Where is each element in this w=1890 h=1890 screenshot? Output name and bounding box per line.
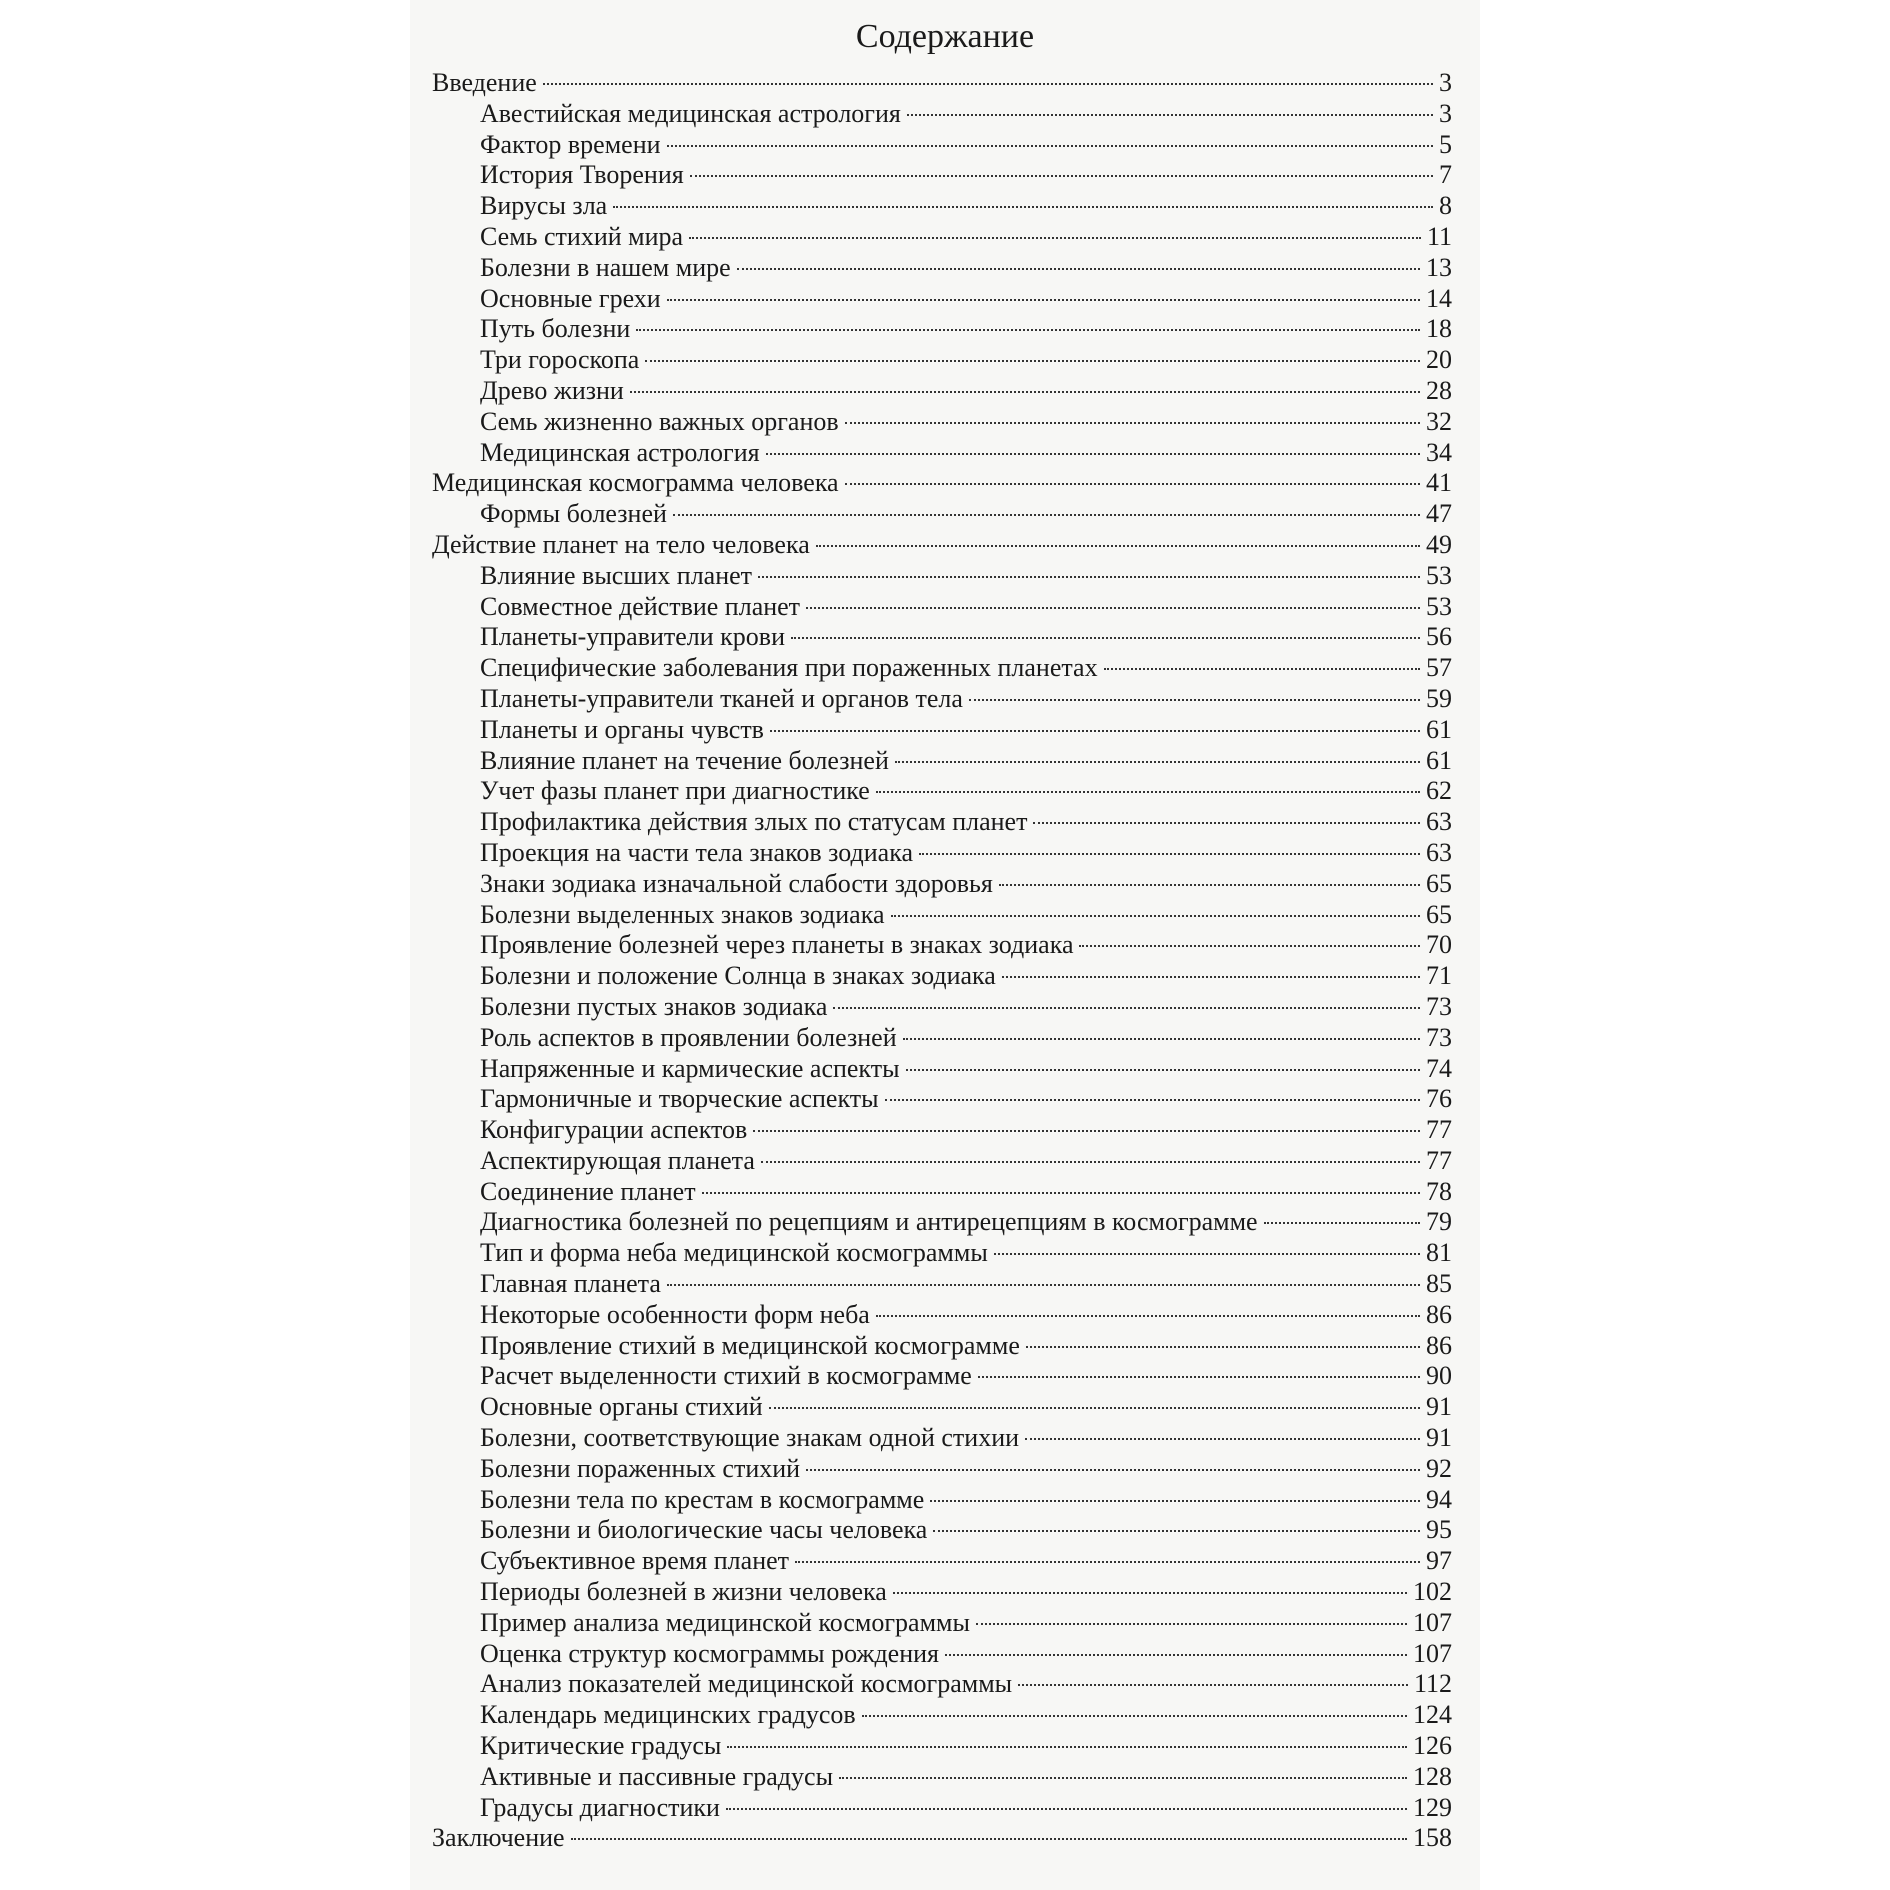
toc-page-number: 28	[1426, 375, 1452, 405]
dot-leader	[969, 699, 1420, 701]
toc-subsection	[432, 222, 1452, 253]
toc-entry-title: Анализ показателей медицинской космограммы	[480, 1669, 1013, 1699]
toc-subsection	[432, 253, 1452, 284]
toc-page-number: 32	[1426, 406, 1452, 436]
toc-page-number: 112	[1413, 1669, 1452, 1699]
dot-leader	[839, 1777, 1407, 1779]
dot-leader	[737, 268, 1420, 270]
toc-subsection	[432, 284, 1452, 315]
toc-subsection	[432, 376, 1452, 407]
toc-subsection	[432, 1731, 1452, 1762]
toc-entry-title: Соединение планет	[480, 1176, 696, 1206]
toc-entry-title: Субъективное время планет	[480, 1546, 790, 1576]
toc-entry-title: Периоды болезней в жизни человека	[480, 1577, 887, 1607]
dot-leader	[906, 1069, 1420, 1071]
toc-page-number: 158	[1413, 1823, 1452, 1853]
toc-subsection	[432, 1146, 1452, 1177]
dot-leader	[1079, 945, 1420, 947]
toc-entry-title: Влияние планет на течение болезней	[480, 745, 889, 775]
toc-page-number: 63	[1426, 837, 1452, 867]
toc-subsection	[432, 1269, 1452, 1300]
toc-entry-title: Критические градусы	[480, 1731, 722, 1761]
toc-page-number: 34	[1426, 437, 1452, 467]
toc-entry-title: Основные грехи	[480, 283, 661, 313]
toc-page-number: 97	[1426, 1546, 1452, 1576]
toc-entry-title: Некоторые особенности форм неба	[480, 1299, 870, 1329]
toc-entry-title: Авестийская медицинская астрология	[480, 98, 901, 128]
dot-leader	[630, 391, 1420, 393]
toc-page-number: 5	[1439, 129, 1452, 159]
toc-page-number: 102	[1413, 1577, 1452, 1607]
toc-page-number: 78	[1426, 1176, 1452, 1206]
dot-leader	[845, 483, 1420, 485]
dot-leader	[753, 1130, 1420, 1132]
toc-page-number: 91	[1426, 1423, 1452, 1453]
toc-entry-title: Роль аспектов в проявлении болезней	[480, 1022, 897, 1052]
dot-leader	[726, 1808, 1407, 1810]
toc-entry-title: Специфические заболевания при пораженных планетах	[480, 653, 1098, 683]
toc-subsection	[432, 130, 1452, 161]
dot-leader	[667, 299, 1420, 301]
toc-subsection	[432, 1546, 1452, 1577]
toc-page-number: 91	[1426, 1392, 1452, 1422]
toc-entry-title: Медицинская космограмма человека	[432, 468, 839, 498]
toc-page-number: 65	[1426, 868, 1452, 898]
dot-leader	[645, 360, 1420, 362]
toc-entry-title: Семь стихий мира	[480, 221, 684, 251]
toc-entry-title: Действие планет на тело человека	[432, 529, 810, 559]
toc-page-number: 71	[1426, 961, 1452, 991]
toc-subsection	[432, 160, 1452, 191]
toc-page-number: 53	[1426, 591, 1452, 621]
dot-leader	[1018, 1684, 1408, 1686]
toc-subsection	[432, 930, 1452, 961]
toc-entry-title: Профилактика действия злых по статусам планет	[480, 807, 1028, 837]
toc-entry-title: Проявление стихий в медицинской космограмме	[480, 1330, 1020, 1360]
toc-subsection	[432, 1485, 1452, 1516]
dot-leader	[845, 422, 1420, 424]
toc-subsection	[432, 1023, 1452, 1054]
toc-subsection	[432, 776, 1452, 807]
toc-entry-title: Проекция на части тела знаков зодиака	[480, 837, 913, 867]
toc-subsection	[432, 314, 1452, 345]
toc-page-number: 85	[1426, 1269, 1452, 1299]
toc-page-number: 86	[1426, 1299, 1452, 1329]
toc-subsection	[432, 407, 1452, 438]
toc-section	[432, 468, 1452, 499]
toc-page-number: 128	[1413, 1761, 1452, 1791]
toc-section	[432, 68, 1452, 99]
toc-entry-title: Вирусы зла	[480, 191, 608, 221]
toc-entry-title: Формы болезней	[480, 499, 667, 529]
toc-page-number: 94	[1426, 1484, 1452, 1514]
toc-subsection	[432, 1115, 1452, 1146]
toc-entry-title: Заключение	[432, 1823, 565, 1853]
dot-leader	[791, 637, 1420, 639]
toc-page-number: 41	[1426, 468, 1452, 498]
dot-leader	[1026, 1346, 1420, 1348]
toc-subsection	[432, 1608, 1452, 1639]
toc-subsection	[432, 1669, 1452, 1700]
dot-leader	[761, 1161, 1420, 1163]
toc-page-number: 107	[1413, 1638, 1452, 1668]
dot-leader	[1033, 822, 1420, 824]
toc-subsection	[432, 900, 1452, 931]
dot-leader	[727, 1746, 1407, 1748]
toc-subsection	[432, 1084, 1452, 1115]
toc-section	[432, 1823, 1452, 1854]
toc-subsection	[432, 1300, 1452, 1331]
toc-subsection	[432, 653, 1452, 684]
toc-subsection	[432, 1361, 1452, 1392]
toc-entry-title: Болезни, соответствующие знакам одной стихии	[480, 1423, 1020, 1453]
toc-entry-title: Медицинская астрология	[480, 437, 760, 467]
toc-subsection	[432, 1423, 1452, 1454]
toc-subsection	[432, 838, 1452, 869]
toc-page-number: 74	[1426, 1053, 1452, 1083]
toc-subsection	[432, 992, 1452, 1023]
toc-entry-title: Болезни тела по крестам в космограмме	[480, 1484, 925, 1514]
dot-leader	[933, 1530, 1420, 1532]
toc-subsection	[432, 807, 1452, 838]
toc-subsection	[432, 1700, 1452, 1731]
toc-subsection	[432, 1762, 1452, 1793]
toc-subsection	[432, 746, 1452, 777]
toc-page-number: 70	[1426, 930, 1452, 960]
toc-subsection	[432, 1207, 1452, 1238]
dot-leader	[930, 1500, 1420, 1502]
toc-page-number: 49	[1426, 529, 1452, 559]
toc-page-number: 59	[1426, 683, 1452, 713]
toc-subsection	[432, 869, 1452, 900]
dot-leader	[976, 1623, 1407, 1625]
toc-page-number: 13	[1426, 252, 1452, 282]
dot-leader	[907, 114, 1433, 116]
toc-page-number: 61	[1426, 714, 1452, 744]
toc-page-number: 7	[1439, 160, 1452, 190]
dot-leader	[893, 1592, 1407, 1594]
dot-leader	[816, 545, 1420, 547]
toc-page-number: 65	[1426, 899, 1452, 929]
toc-page-number: 86	[1426, 1330, 1452, 1360]
toc-subsection	[432, 592, 1452, 623]
toc-page-number: 3	[1439, 98, 1452, 128]
book-page	[410, 0, 1480, 1890]
dot-leader	[994, 1253, 1420, 1255]
toc-entry-title: Календарь медицинских градусов	[480, 1700, 856, 1730]
dot-leader	[1104, 668, 1420, 670]
toc-subsection	[432, 1238, 1452, 1269]
table-of-contents	[432, 68, 1452, 1854]
toc-entry-title: Путь болезни	[480, 314, 631, 344]
dot-leader	[862, 1715, 1407, 1717]
toc-page-number: 79	[1426, 1207, 1452, 1237]
toc-entry-title: Знаки зодиака изначальной слабости здоровья	[480, 868, 993, 898]
toc-entry-title: Фактор времени	[480, 129, 661, 159]
toc-subsection	[432, 1793, 1452, 1824]
toc-page-number: 62	[1426, 776, 1452, 806]
toc-page-number: 3	[1439, 68, 1452, 97]
dot-leader	[673, 514, 1420, 516]
toc-entry-title: Основные органы стихий	[480, 1392, 763, 1422]
toc-entry-title: Гармоничные и творческие аспекты	[480, 1084, 879, 1114]
toc-subsection	[432, 561, 1452, 592]
dot-leader	[895, 761, 1420, 763]
dot-leader	[770, 730, 1420, 732]
toc-subsection	[432, 1454, 1452, 1485]
toc-page-number: 95	[1426, 1515, 1452, 1545]
toc-entry-title: Болезни выделенных знаков зодиака	[480, 899, 885, 929]
toc-entry-title: Древо жизни	[480, 375, 624, 405]
toc-entry-title: Влияние высших планет	[480, 560, 753, 590]
toc-entry-title: Конфигурации аспектов	[480, 1115, 748, 1145]
dot-leader	[1002, 976, 1420, 978]
toc-page-number: 129	[1413, 1792, 1452, 1822]
toc-subsection	[432, 499, 1452, 530]
toc-entry-title: Болезни пустых знаков зодиака	[480, 991, 828, 1021]
dot-leader	[1025, 1438, 1420, 1440]
toc-entry-title: Планеты-управители крови	[480, 622, 785, 652]
toc-subsection	[432, 1639, 1452, 1670]
toc-page-number: 81	[1426, 1238, 1452, 1268]
toc-page-number: 92	[1426, 1453, 1452, 1483]
toc-entry-title: Градусы диагностики	[480, 1792, 720, 1822]
dot-leader	[903, 1038, 1420, 1040]
dot-leader	[806, 1469, 1420, 1471]
toc-page-number: 57	[1426, 653, 1452, 683]
toc-page-number: 73	[1426, 991, 1452, 1021]
toc-page-number: 18	[1426, 314, 1452, 344]
toc-entry-title: Совместное действие планет	[480, 591, 801, 621]
toc-page-number: 61	[1426, 745, 1452, 775]
toc-page-number: 14	[1426, 283, 1452, 313]
toc-subsection	[432, 961, 1452, 992]
toc-entry-title: Болезни пораженных стихий	[480, 1453, 801, 1483]
toc-page-number: 77	[1426, 1145, 1452, 1175]
dot-leader	[876, 791, 1420, 793]
toc-entry-title: Оценка структур космограммы рождения	[480, 1638, 940, 1668]
toc-entry-title: Проявление болезней через планеты в знаках зодиака	[480, 930, 1074, 960]
toc-subsection	[432, 438, 1452, 469]
toc-entry-title: Планеты и органы чувств	[480, 714, 764, 744]
dot-leader	[571, 1838, 1407, 1840]
toc-subsection	[432, 345, 1452, 376]
toc-entry-title: Тип и форма неба медицинской космограммы	[480, 1238, 988, 1268]
dot-leader	[891, 915, 1421, 917]
dot-leader	[766, 453, 1420, 455]
toc-page-number: 63	[1426, 807, 1452, 837]
toc-subsection	[432, 684, 1452, 715]
dot-leader	[833, 1007, 1420, 1009]
dot-leader	[919, 853, 1420, 855]
toc-entry-title: Учет фазы планет при диагностике	[480, 776, 870, 806]
toc-entry-title: Напряженные и кармические аспекты	[480, 1053, 900, 1083]
toc-subsection	[432, 99, 1452, 130]
toc-entry-title: Пример анализа медицинской космограммы	[480, 1607, 970, 1637]
dot-leader	[689, 237, 1421, 239]
toc-page-number: 77	[1426, 1115, 1452, 1145]
page-title: Содержание	[855, 18, 1035, 55]
toc-entry-title: Семь жизненно важных органов	[480, 406, 839, 436]
toc-subsection	[432, 715, 1452, 746]
toc-page-number: 53	[1426, 560, 1452, 590]
toc-page-number: 76	[1426, 1084, 1452, 1114]
toc-entry-title: Три гороскопа	[480, 345, 640, 375]
dot-leader	[978, 1376, 1420, 1378]
toc-subsection	[432, 1331, 1452, 1362]
toc-subsection	[432, 1054, 1452, 1085]
dot-leader	[885, 1099, 1420, 1101]
toc-subsection	[432, 191, 1452, 222]
toc-section	[432, 530, 1452, 561]
dot-leader	[999, 884, 1420, 886]
toc-page-number: 107	[1413, 1607, 1452, 1637]
toc-subsection	[432, 622, 1452, 653]
dot-leader	[758, 576, 1420, 578]
toc-subsection	[432, 1392, 1452, 1423]
toc-entry-title: Болезни и биологические часы человека	[480, 1515, 928, 1545]
dot-leader	[795, 1561, 1420, 1563]
dot-leader	[769, 1407, 1420, 1409]
dot-leader	[945, 1654, 1407, 1656]
toc-page-number: 90	[1426, 1361, 1452, 1391]
dot-leader	[667, 145, 1433, 147]
toc-subsection	[432, 1577, 1452, 1608]
toc-page-number: 47	[1426, 499, 1452, 529]
toc-page-number: 56	[1426, 622, 1452, 652]
dot-leader	[876, 1315, 1420, 1317]
toc-entry-title: Болезни и положение Солнца в знаках зодиака	[480, 961, 996, 991]
toc-entry-title: Активные и пассивные градусы	[480, 1761, 834, 1791]
dot-leader	[1264, 1222, 1420, 1224]
toc-page-number: 8	[1439, 191, 1452, 221]
dot-leader	[667, 1284, 1420, 1286]
toc-entry-title: Диагностика болезней по рецепциям и антирецепциям в космограмме	[480, 1207, 1258, 1237]
dot-leader	[806, 607, 1420, 609]
toc-entry-title: Болезни в нашем мире	[480, 252, 731, 282]
toc-page-number: 11	[1426, 221, 1452, 251]
dot-leader	[543, 83, 1433, 85]
dot-leader	[690, 175, 1433, 177]
dot-leader	[702, 1192, 1420, 1194]
toc-entry-title: Главная планета	[480, 1269, 661, 1299]
toc-subsection	[432, 1515, 1452, 1546]
dot-leader	[613, 206, 1433, 208]
toc-entry-title: Введение	[432, 68, 537, 97]
dot-leader	[636, 329, 1420, 331]
toc-entry-title: Планеты-управители тканей и органов тела	[480, 683, 963, 713]
toc-page-number: 73	[1426, 1022, 1452, 1052]
toc-page-number: 124	[1413, 1700, 1452, 1730]
toc-subsection	[432, 1177, 1452, 1208]
toc-entry-title: Аспектирующая планета	[480, 1145, 755, 1175]
toc-entry-title: История Творения	[480, 160, 684, 190]
toc-page-number: 20	[1426, 345, 1452, 375]
toc-page-number: 126	[1413, 1731, 1452, 1761]
toc-entry-title: Расчет выделенности стихий в космограмме	[480, 1361, 972, 1391]
